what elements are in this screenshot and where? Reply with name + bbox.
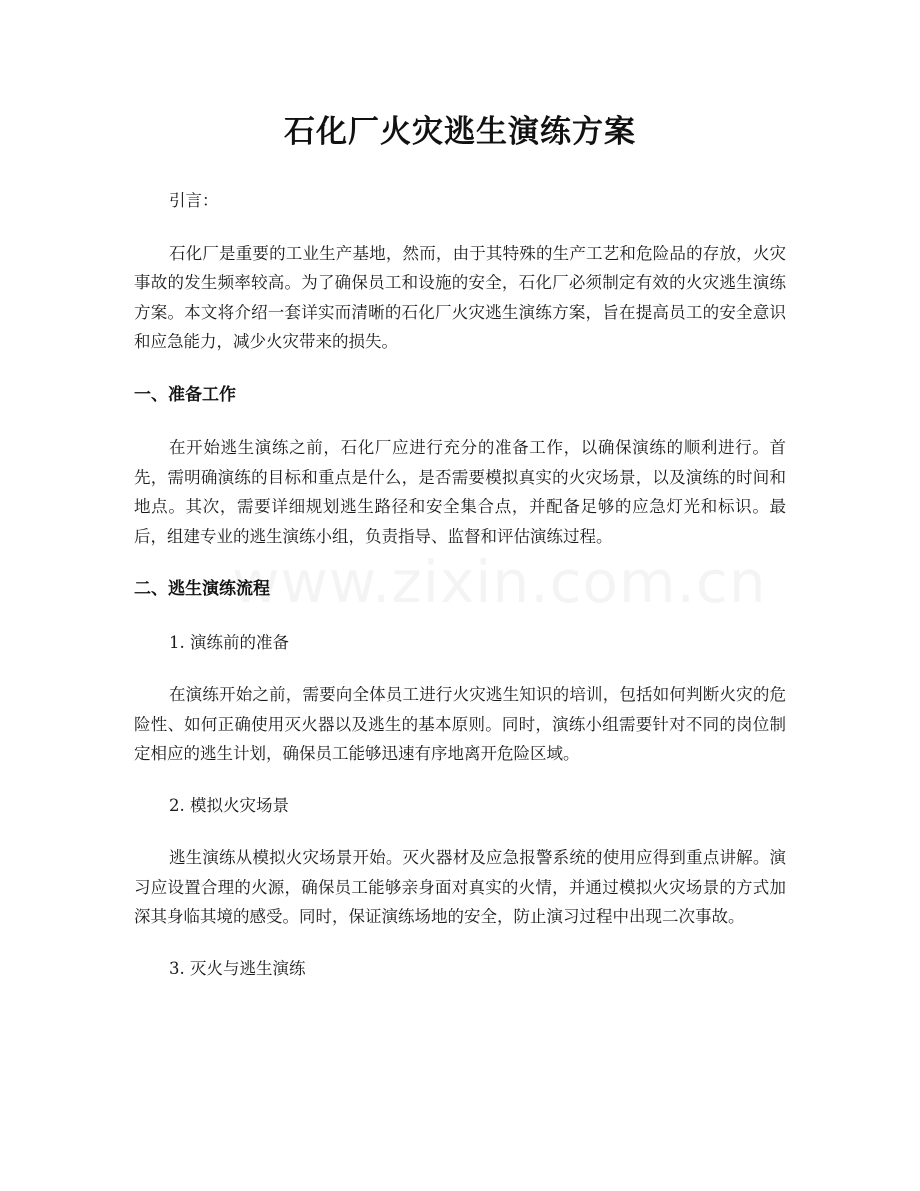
pre-drill-paragraph: 在演练开始之前，需要向全体员工进行火灾逃生知识的培训，包括如何判断火灾的危险性、如何正确使用灭火器以及逃生的基本原则。同时，演练小组需要针对不同的岗位制定相应的逃生计划，确保员工能够迅速有序地离开危险区域。 [134,685,786,763]
simulated-fire-paragraph: 逃生演练从模拟火灾场景开始。灭火器材及应急报警系统的使用应得到重点讲解。演习应设置合理的火源，确保员工能够亲身面对真实的火情，并通过模拟火灾场景的方式加深其身临其境的感受。同时，保证演练场地的安全，防止演习过程中出现二次事故。 [134,848,786,926]
subsection-label-pre-drill: 1. 演练前的准备 [169,632,289,652]
section-heading-drill-process: 二、逃生演练流程 [134,579,270,599]
preparation-paragraph: 在开始逃生演练之前，石化厂应进行充分的准备工作，以确保演练的顺利进行。首先，需明确演练的目标和重点是什么，是否需要模拟真实的火灾场景，以及演练的时间和地点。其次，需要详细规划逃生路径和安全集合点，并配备足够的应急灯光和标识。最后，组建专业的逃生演练小组，负责指导、监督和评估演练过程。 [134,438,786,546]
document-body [134,186,786,983]
subsection-label-extinguish-escape: 3. 灭火与逃生演练 [169,958,306,978]
intro-label: 引言： [169,191,219,210]
section-heading-preparation: 一、准备工作 [134,384,236,405]
page-title: 石化厂火灾逃生演练方案 [284,114,636,150]
subsection-label-simulated-fire: 2. 模拟火灾场景 [169,795,289,815]
intro-paragraph: 石化厂是重要的工业生产基地，然而，由于其特殊的生产工艺和危险品的存放，火灾事故的发生频率较高。为了确保员工和设施的安全，石化厂必须制定有效的火灾逃生演练方案。本文将介绍一套详实而清晰的石化厂火灾逃生演练方案，旨在提高员工的安全意识和应急能力，减少火灾带来的损失。 [134,243,786,351]
